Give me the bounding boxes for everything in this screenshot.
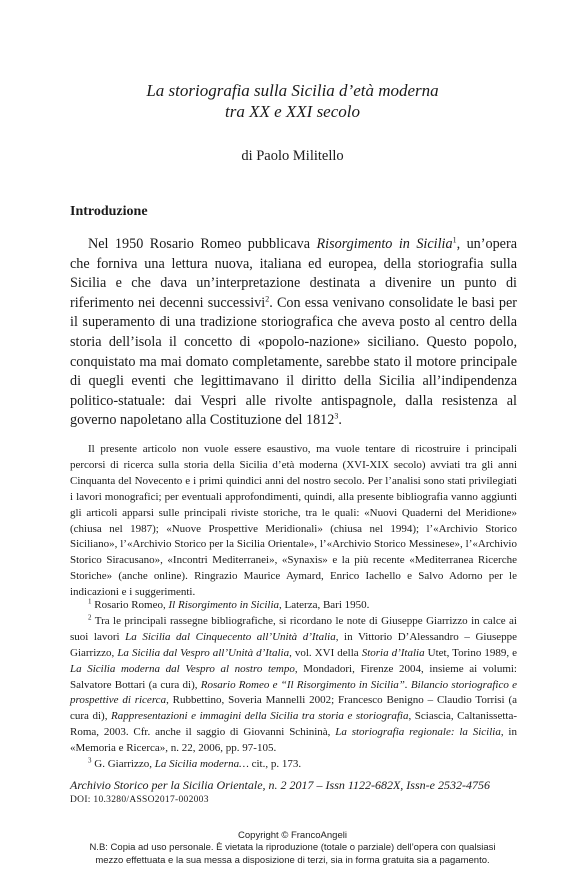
body-text-segment: . Con essa venivano consolidate le basi per il superamento di una tradizione storiografica che aveva posto al centro della storia dell’isola il concetto di «popolo-nazione» siciliano. Questo popolo, conquistato ma mai domato completamente, sarebbe stato il motore principale di quegli eventi che legittimavano il diritto della Sicilia all’indipendenza politico-statuale: dai Vespri alle rivolte antispagnole, dalla resistenza al governo napoletano alla Costituzione del 1812: [70, 294, 517, 429]
article-title: [70, 80, 515, 122]
footnote-text: , Rubbettino, Soveria Mannelli 2002; Francesco Benigno – Claudio Torrisi (a cura di),: [70, 694, 517, 723]
body-text-segment: Nel 1950 Rosario Romeo pubblicava: [88, 236, 317, 252]
footnote-text: , Laterza, Bari 1950.: [279, 599, 370, 611]
footnote-text: , vol. XVI della: [289, 646, 362, 659]
book-title: Risorgimento in Sicilia: [316, 236, 453, 252]
copyright-notice: [0, 830, 585, 867]
book-title: Rosario Romeo e “Il Risorgimento in Sicilia”. Bilancio storiografico e prospettive di ricerca: [70, 678, 517, 707]
title-line-2: tra XX e XXI secolo: [224, 102, 360, 121]
footnote-2: [70, 614, 517, 757]
footnote-text: G. Giarrizzo,: [94, 758, 155, 771]
book-title: La storiografia regionale: la Sicilia: [335, 726, 501, 739]
book-title: Rappresentazioni e immagini della Sicilia tra storia e storiografia: [111, 710, 409, 723]
book-title: La Sicilia moderna dal Vespro al nostro tempo: [70, 662, 295, 675]
author-byline: di Paolo Militello: [241, 148, 344, 164]
book-title: Storia d’Italia: [361, 646, 425, 659]
body-text-segment: .: [338, 412, 342, 429]
copyright-disclaimer-line-2: mezzo effettuata e la sua messa a disposizione di terzi, sia in forma gratuita sia a pagamento.: [95, 854, 490, 866]
footnote-text: cit., p. 173.: [248, 758, 302, 771]
footnote-ref-2: 2: [265, 294, 270, 304]
copyright-line: Copyright © FrancoAngeli: [238, 830, 347, 841]
journal-citation: Archivio Storico per la Sicilia Orientale, n. 2 2017 – Issn 1122-682X, Issn-e 2532-4756: [70, 778, 490, 792]
footnote-3: [70, 757, 517, 773]
book-title: La Sicilia dal Cinquecento all’Unità d’Italia: [125, 630, 336, 643]
footnote-text: , Mondadori, Firenze 2004, insieme ai volumi: Salvatore Bottari (a cura di),: [70, 662, 517, 691]
footnote-1: [70, 598, 517, 614]
footnote-number: 1: [88, 597, 92, 606]
prefatory-note: Il presente articolo non vuole essere esaustivo, ma vuole tentare di ricostruire i principali percorsi di ricerca sulla storia della Sicilia d’età moderna (XVI-XIX secolo) avviati tra gli anni Cinquanta del Novecento e i primi quindici anni del nostro secolo. Per l’analisi sono stati privilegiati i lavori monografici; per eventuali approfondimenti, quindi, alla presente bibliografia vanno aggiunti gli articoli apparsi sulle principali riviste storiche, tra le quali: «Nuovi Quaderni del Meridione» (chiusa nel 1987); «Nuove Prospettive Meridionali» (chiusa nel 1994); l’«Archivio Storico Siciliano», l’«Archivio Storico per la Sicilia Orientale», l’«Archivio Storico Messinese», l’«Archivio Storico Siracusano», «Incontri Mediterranei», «Synaxis» e la più recente «Mediterranea Ricerche Storiche» (anche online). Ringrazio Maurice Aymard, Enrico Iachello e Salvo Adorno per le indicazioni e i suggerimenti.: [70, 443, 517, 599]
body-text-segment: , un’opera che forniva una lettura nuova, italiana ed europea, della storiografia sulla Sicilia e che dava un’interpretazione destinata a divenire un punto di riferimento nei decenni successivi: [70, 236, 517, 311]
book-title: La Sicilia dal Vespro all’Unità d’Italia: [117, 646, 290, 659]
footnote-ref-1: 1: [452, 235, 457, 245]
footnotes: [70, 598, 517, 773]
footnote-text: Tra le principali rassegne bibliografiche, si ricordano le note di Giuseppe Giarrizzo in calce ai suoi lavori: [70, 614, 517, 643]
footnote-ref-3: 3: [334, 411, 339, 421]
title-line-1: La storiografia sulla Sicilia d’età moderna: [146, 81, 439, 100]
footnote-text: , in Vittorio D’Alessandro – Giuseppe Giarrizzo,: [70, 630, 518, 659]
footnote-number: 3: [88, 756, 92, 765]
book-title: La Sicilia moderna…: [154, 758, 249, 771]
footnote-text: , Sciascia, Caltanissetta-Roma, 2003. Cfr. anche il saggio di Giovanni Schininà,: [70, 710, 517, 739]
doi: DOI: 10.3280/ASSO2017-002003: [70, 795, 209, 805]
footnote-text: , in «Memoria e Ricerca», n. 22, 2006, pp. 97-105.: [70, 726, 517, 755]
footnote-text: Utet, Torino 1989, e: [424, 646, 518, 659]
section-heading: Introduzione: [70, 204, 148, 219]
footnote-text: Rosario Romeo,: [94, 599, 169, 611]
book-title: Il Risorgimento in Sicilia: [168, 599, 279, 611]
copyright-disclaimer-line-1: N.B: Copia ad uso personale. È vietata la riproduzione (totale o parziale) dell’opera con qualsiasi: [89, 842, 496, 854]
footnote-number: 2: [88, 613, 92, 622]
body-paragraph: [70, 235, 517, 431]
